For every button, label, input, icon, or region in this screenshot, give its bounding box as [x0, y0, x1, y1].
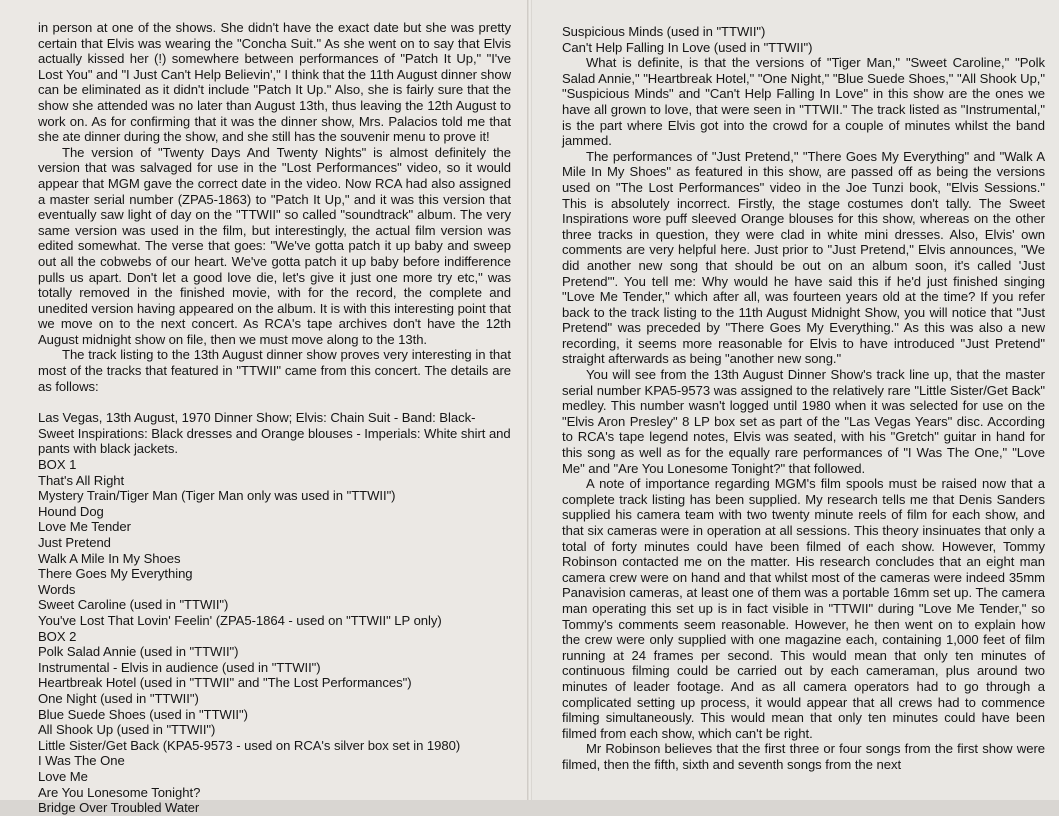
track-list-item: Hound Dog [38, 503, 104, 519]
paragraph: The version of "Twenty Days And Twenty Nights" is almost definitely the version that was salvaged for use in the "Lost Performances" video, so it would appear that MGM gave the correct date in the video. Now RCA had also assigned a master serial number (ZPA5-1863) to "Patch It Up," and it was this version that eventually saw light of day on the "TTWII" so called "soundtrack" album. The very same version was used in the film, but interestingly, the actual film version was edited somewhat. The verse that goes: "We've gotta patch it up baby and sweep out all the cobwebs of our heart. We've gotta patch it up baby before indifference pulls us apart. Don't let a good love die, let's give it just one more try etc," was totally removed in the finished movie, with for the record, the complete and unedited version having appeared on the album. It is with this interesting point that we move on to the next concert. As RCA's tape archives don't have the 12th August midnight show on file, then we must move along to the 13th. [38, 144, 511, 347]
track-list-item: Words [38, 581, 76, 597]
track-list-continued [562, 24, 1045, 55]
right-page-text [562, 24, 1045, 773]
paragraph: The performances of "Just Pretend," "There Goes My Everything" and "Walk A Mile In My Shoes" as featured in this show, are passed off as being the versions used on "The Lost Performances" video in the Joe Tunzi book, "Elvis Sessions." This is absolutely incorrect. Firstly, the stage costumes don't tally. The Sweet Inspirations wore puff sleeved Orange blouses for this show, whereas on the other three tracks in question, they were clad in white mini dresses. Also, Elvis' own comments are very helpful here. Just prior to "Just Pretend," Elvis announces, "We did another new song that should be out on an album soon, it's called 'Just Pretend'". You tell me: Why would he have said this if he'd just finished singing "Love Me Tender," which after all, was fourteen years old at the time? If you refer back to the track listing to the 11th August Midnight Show, you will notice that "Just Pretend" was preceded by "There Goes My Everything." As this was also a new recording, it seems more reasonable for Elvis to have introduced "Just Pretend" straight afterwards as being "another new song." [562, 148, 1045, 367]
track-list-item: Walk A Mile In My Shoes [38, 550, 181, 566]
paragraph: You will see from the 13th August Dinner Show's track line up, that the master serial number KPA5-9573 was assigned to the relatively rare "Little Sister/Get Back" medley. This number wasn't logged until 1980 when it was selected for use on the "Elvis Aron Presley" 8 LP box set as part of the "Las Vegas Years" disc. According to RCA's tape legend notes, Elvis was seated, with his "Gretch" guitar in hand for this song as well as for the equally rare performances of "I Was The One," "Love Me" and "Are You Lonesome Tonight?" that followed. [562, 367, 1045, 476]
right-page [532, 0, 1059, 800]
paragraph: Mr Robinson believes that the first three or four songs from the first show were filmed, then the fifth, sixth and seventh songs from the next [562, 741, 1045, 772]
track-list-item: Little Sister/Get Back (KPA5-9573 - used on RCA's silver box set in 1980) [38, 737, 461, 753]
track-list-item: One Night (used in "TTWII") [38, 690, 199, 706]
paragraph: A note of importance regarding MGM's film spools must be raised now that a complete track listing has been supplied. My research tells me that Denis Sanders supplied his camera team with two twenty minute reels of film for each show, and that six cameras were in operation at all sessions. This theory insinuates that only a total of forty minutes could have been filmed of each show. However, Tommy Robinson contacted me on the matter. His research concludes that an eight man camera crew were on hand and that whilst most of the cameras were indeed 35mm Panavision cameras, at least one of them was a portable 16mm set up. The camera man operating this set up is in fact visible in "TTWII" during "Love Me Tender," so Tommy's comments seem reasonable. However, he then went on to explain how the crew were only supplied with one magazine each, containing 1,000 feet of film running at 24 frames per second. This would mean that only ten minutes of continuous filming could be carried out by each cameraman, plus around two minutes of leader footage. And as all camera operators had to go through a complicated setting up process, it would appear that all crews had to commence filming simultaneously. This would mean that only ten minutes could have been filmed from each show, which can't be right. [562, 476, 1045, 741]
track-list-item: Just Pretend [38, 535, 111, 550]
track-list-item: That's All Right [38, 472, 125, 488]
track-list-item: BOX 1 [38, 457, 77, 473]
track-list-item: You've Lost That Lovin' Feelin' (ZPA5-1864 - used on "TTWII" LP only) [38, 612, 442, 628]
track-list-item: Suspicious Minds (used in "TTWII") [562, 24, 766, 39]
track-list-item: Blue Suede Shoes (used in "TTWII") [38, 706, 248, 722]
paragraph: What is definite, is that the versions of "Tiger Man," "Sweet Caroline," "Polk Salad Annie," "Heartbreak Hotel," "One Night," "Blue Suede Shoes," "All Shook Up," "Suspicious Minds" and "Can't Help Falling In Love" in this show are the ones we have all grown to love, that were seen in "TTWII." The track listed as "Instrumental," is the part where Elvis got into the crowd for a couple of minutes whilst the band jammed. [562, 55, 1045, 149]
left-page-text [38, 20, 511, 816]
track-list-item: There Goes My Everything [38, 566, 193, 582]
show-details: Las Vegas, 13th August, 1970 Dinner Show; Elvis: Chain Suit - Band: Black-Sweet Inspirations: Black dresses and Orange blouses - Imperials: White shirt and pants with black jackets. [38, 410, 511, 457]
track-list-item: Are You Lonesome Tonight? [38, 784, 201, 800]
track-list-item: Love Me [38, 768, 88, 784]
track-list-item: Can't Help Falling In Love (used in "TTWII") [562, 39, 813, 55]
track-list-item: Bridge Over Troubled Water [38, 800, 200, 816]
track-list-item: Love Me Tender [38, 519, 131, 535]
track-list-item: Heartbreak Hotel (used in "TTWII" and "The Lost Performances") [38, 675, 412, 691]
paragraph: The track listing to the 13th August dinner show proves very interesting in that most of the tracks that featured in "TTWII" came from this concert. The details are as follows: [38, 347, 511, 394]
track-list-item: BOX 2 [38, 628, 77, 644]
track-list-item: I Was The One [38, 753, 125, 769]
track-list-item: All Shook Up (used in "TTWII") [38, 722, 216, 738]
track-list-item: Mystery Train/Tiger Man (Tiger Man only was used in "TTWII") [38, 488, 396, 504]
track-list-item: Polk Salad Annie (used in "TTWII") [38, 644, 239, 660]
track-list-item: Instrumental - Elvis in audience (used in "TTWII") [38, 659, 321, 675]
track-list-item: Sweet Caroline (used in "TTWII") [38, 597, 229, 613]
left-page [0, 0, 527, 816]
paragraph: in person at one of the shows. She didn't have the exact date but she was pretty certain that Elvis was wearing the "Concha Suit." As she went on to say that Elvis actually kissed her (!) somewhere between performances of "Patch It Up," "I've Lost You" and "I Just Can't Help Believin'," I think that the 11th August dinner show can be eliminated as it didn't include "Patch It Up." Also, she is fairly sure that the show she attended was no later than August 13th, thus leaving the 12th August to work on. As for confirming that it was the dinner show, Mrs. Palacios told me that she ate dinner during the show, and she still has the souvenir menu to prove it! [38, 20, 511, 145]
track-list [38, 457, 511, 816]
